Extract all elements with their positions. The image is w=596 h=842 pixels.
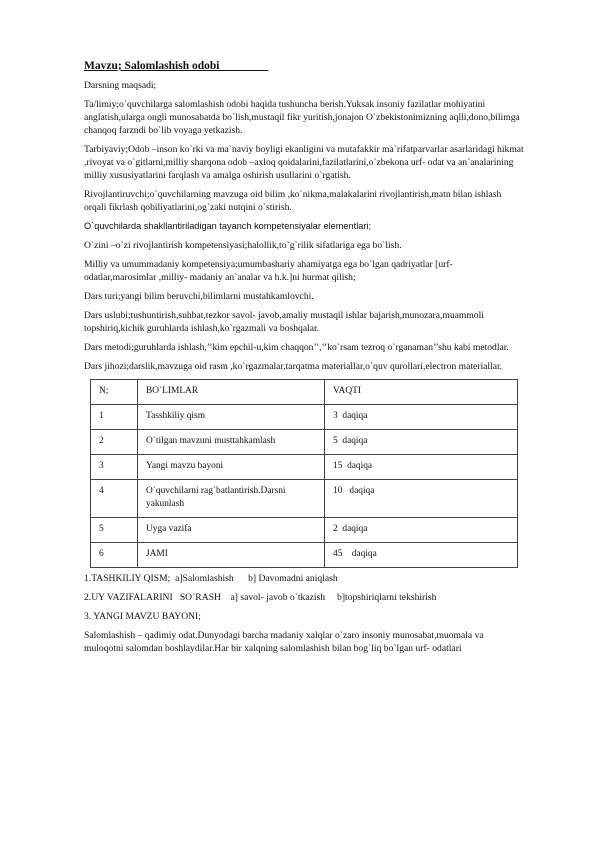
paragraph: 1.TASHKILIY QISM; a]Salomlashish b] Davomadni aniqlash [84,573,338,584]
paragraph: 3. YANGI MAVZU BAYONI; [84,611,201,622]
paragraph: Milliy va umummadaniy kompetensiya;umumbashariy ahamiyatga ega bo`lgan qadriyatlar [urf-odatlar,marosimlar ,milliy- madaniy an`analar va h.k.]ni hurmat qilish; [84,259,453,283]
table-row [91,543,518,568]
cell-time: 10 daqiqa [325,480,518,518]
header-number: N; [91,380,138,405]
lesson-steps-section [84,572,524,655]
paragraph: 2.UY VAZIFALARINI SO`RASH a] savol- javob o`tkazish b]topshiriqlarni tekshirish [84,592,437,603]
cell-time: 15 daqiqa [325,455,518,480]
table-row [91,518,518,543]
paragraph: O`quvchilarda shakllantiriladigan tayanch kompetensiyalar elementlari; [84,221,372,231]
table-row [91,455,518,480]
cell-number: 1 [91,405,138,430]
cell-time: 45 daqiqa [325,543,518,568]
paragraph: Dars metodi;guruhlarda ishlash,’’kim epchil-u,kim chaqqon’’,’’ko`rsam tezroq o`rganaman’’shu kabi metodlar. [84,342,509,353]
header-time: VAQTI [325,380,518,405]
paragraph: Dars uslubi;tushuntirish,suhbat,tezkor savol- javob,amaliy mustaqil ishlar bajarish,munozara,muammoli topshiriq,kichik guruhlarda ishlash,ko`rgazmali va boshqalar. [84,310,484,334]
lesson-plan-table [90,379,518,568]
cell-number: 4 [91,480,138,518]
cell-section: Uyga vazifa [138,518,325,543]
cell-time: 3 daqiqa [325,405,518,430]
cell-section: O`tilgan mavzuni musttahkamlash [138,430,325,455]
header-sections: BO`LIMLAR [138,380,325,405]
cell-section: JAMI [138,543,325,568]
paragraph: Tarbiyaviy;Odob –inson ko`rki va ma`naviy boyligi ekanligini va mutafakkir ma`rifatparvarlar asarlaridagi hikmat ,rivoyat va o`gitlarni,milliy sharqona odob –axloq qoidalarini,fazilatlarini,o`zbekona urf- odat va an`analarining milliy xususiyatlarini farqlash va amalga oshirish usullarini o`rgatish. [84,144,524,181]
table-row [91,405,518,430]
cell-number: 6 [91,543,138,568]
cell-number: 2 [91,430,138,455]
cell-time: 2 daqiqa [325,518,518,543]
cell-number: 5 [91,518,138,543]
paragraph: Darsning maqsadi; [84,80,157,91]
intro-section [84,79,524,373]
cell-section: O`quvchilarni rag`batlantirish.Darsni yakunlash [138,480,325,518]
cell-section: Tasshkiliy qism [138,405,325,430]
paragraph: Ta/limiy;o`quvchilarga salomlashish odobi haqida tushuncha berish.Yuksak insoniy fazilatlar mohiyatini anglatish,ularga ongli munosabatda bo`lish,mustaqil fikr yuritish,jonajon O`zbekistonimizning aqlli,dono,bilimga chanqoq farzndi bo`lib voyaga yetkazish. [84,99,520,136]
cell-section: Yangi mavzu bayoni [138,455,325,480]
paragraph: Rivojlantiruvchi;o`quvchilarning mavzuga oid bilim ,ko`nikma,malakalarini rivojlantirish,matn bilan ishlash orqali fikrlash qobiliyatlarini,og`zaki nutqini o`stirish. [84,189,502,213]
paragraph: O`zini –o`zi rivojlantirish kompetensiyasi;halollik,to`g`rilik sifatlariga ega bo`lish. [84,240,402,251]
paragraph: Dars turi;yangi bilim beruvchi,bilimlarni mustahkamlovchi. [84,291,314,302]
cell-time: 5 daqiqa [325,430,518,455]
cell-number: 3 [91,455,138,480]
table-row [91,430,518,455]
paragraph: Dars jihozi;darslik,mavzuga oid rasm ,ko`rgazmalar,tarqatma materiallar,o`quv qurollari,electron materiallar. [84,361,503,372]
paragraph: Salomlashish – qadimiy odat.Dunyodagi barcha madaniy xalqlar o`zaro insoniy munosabat,muomala va muloqotni salomdan boshlaydilar.Har bir xalqning salomlashish bilan bog`liq bo`lgan urf- odatlari [84,630,484,654]
table-header-row [91,380,518,405]
document-page [84,60,524,661]
document-title: Mavzu; Salomlashish odobi [84,60,269,72]
table-row [91,480,518,518]
